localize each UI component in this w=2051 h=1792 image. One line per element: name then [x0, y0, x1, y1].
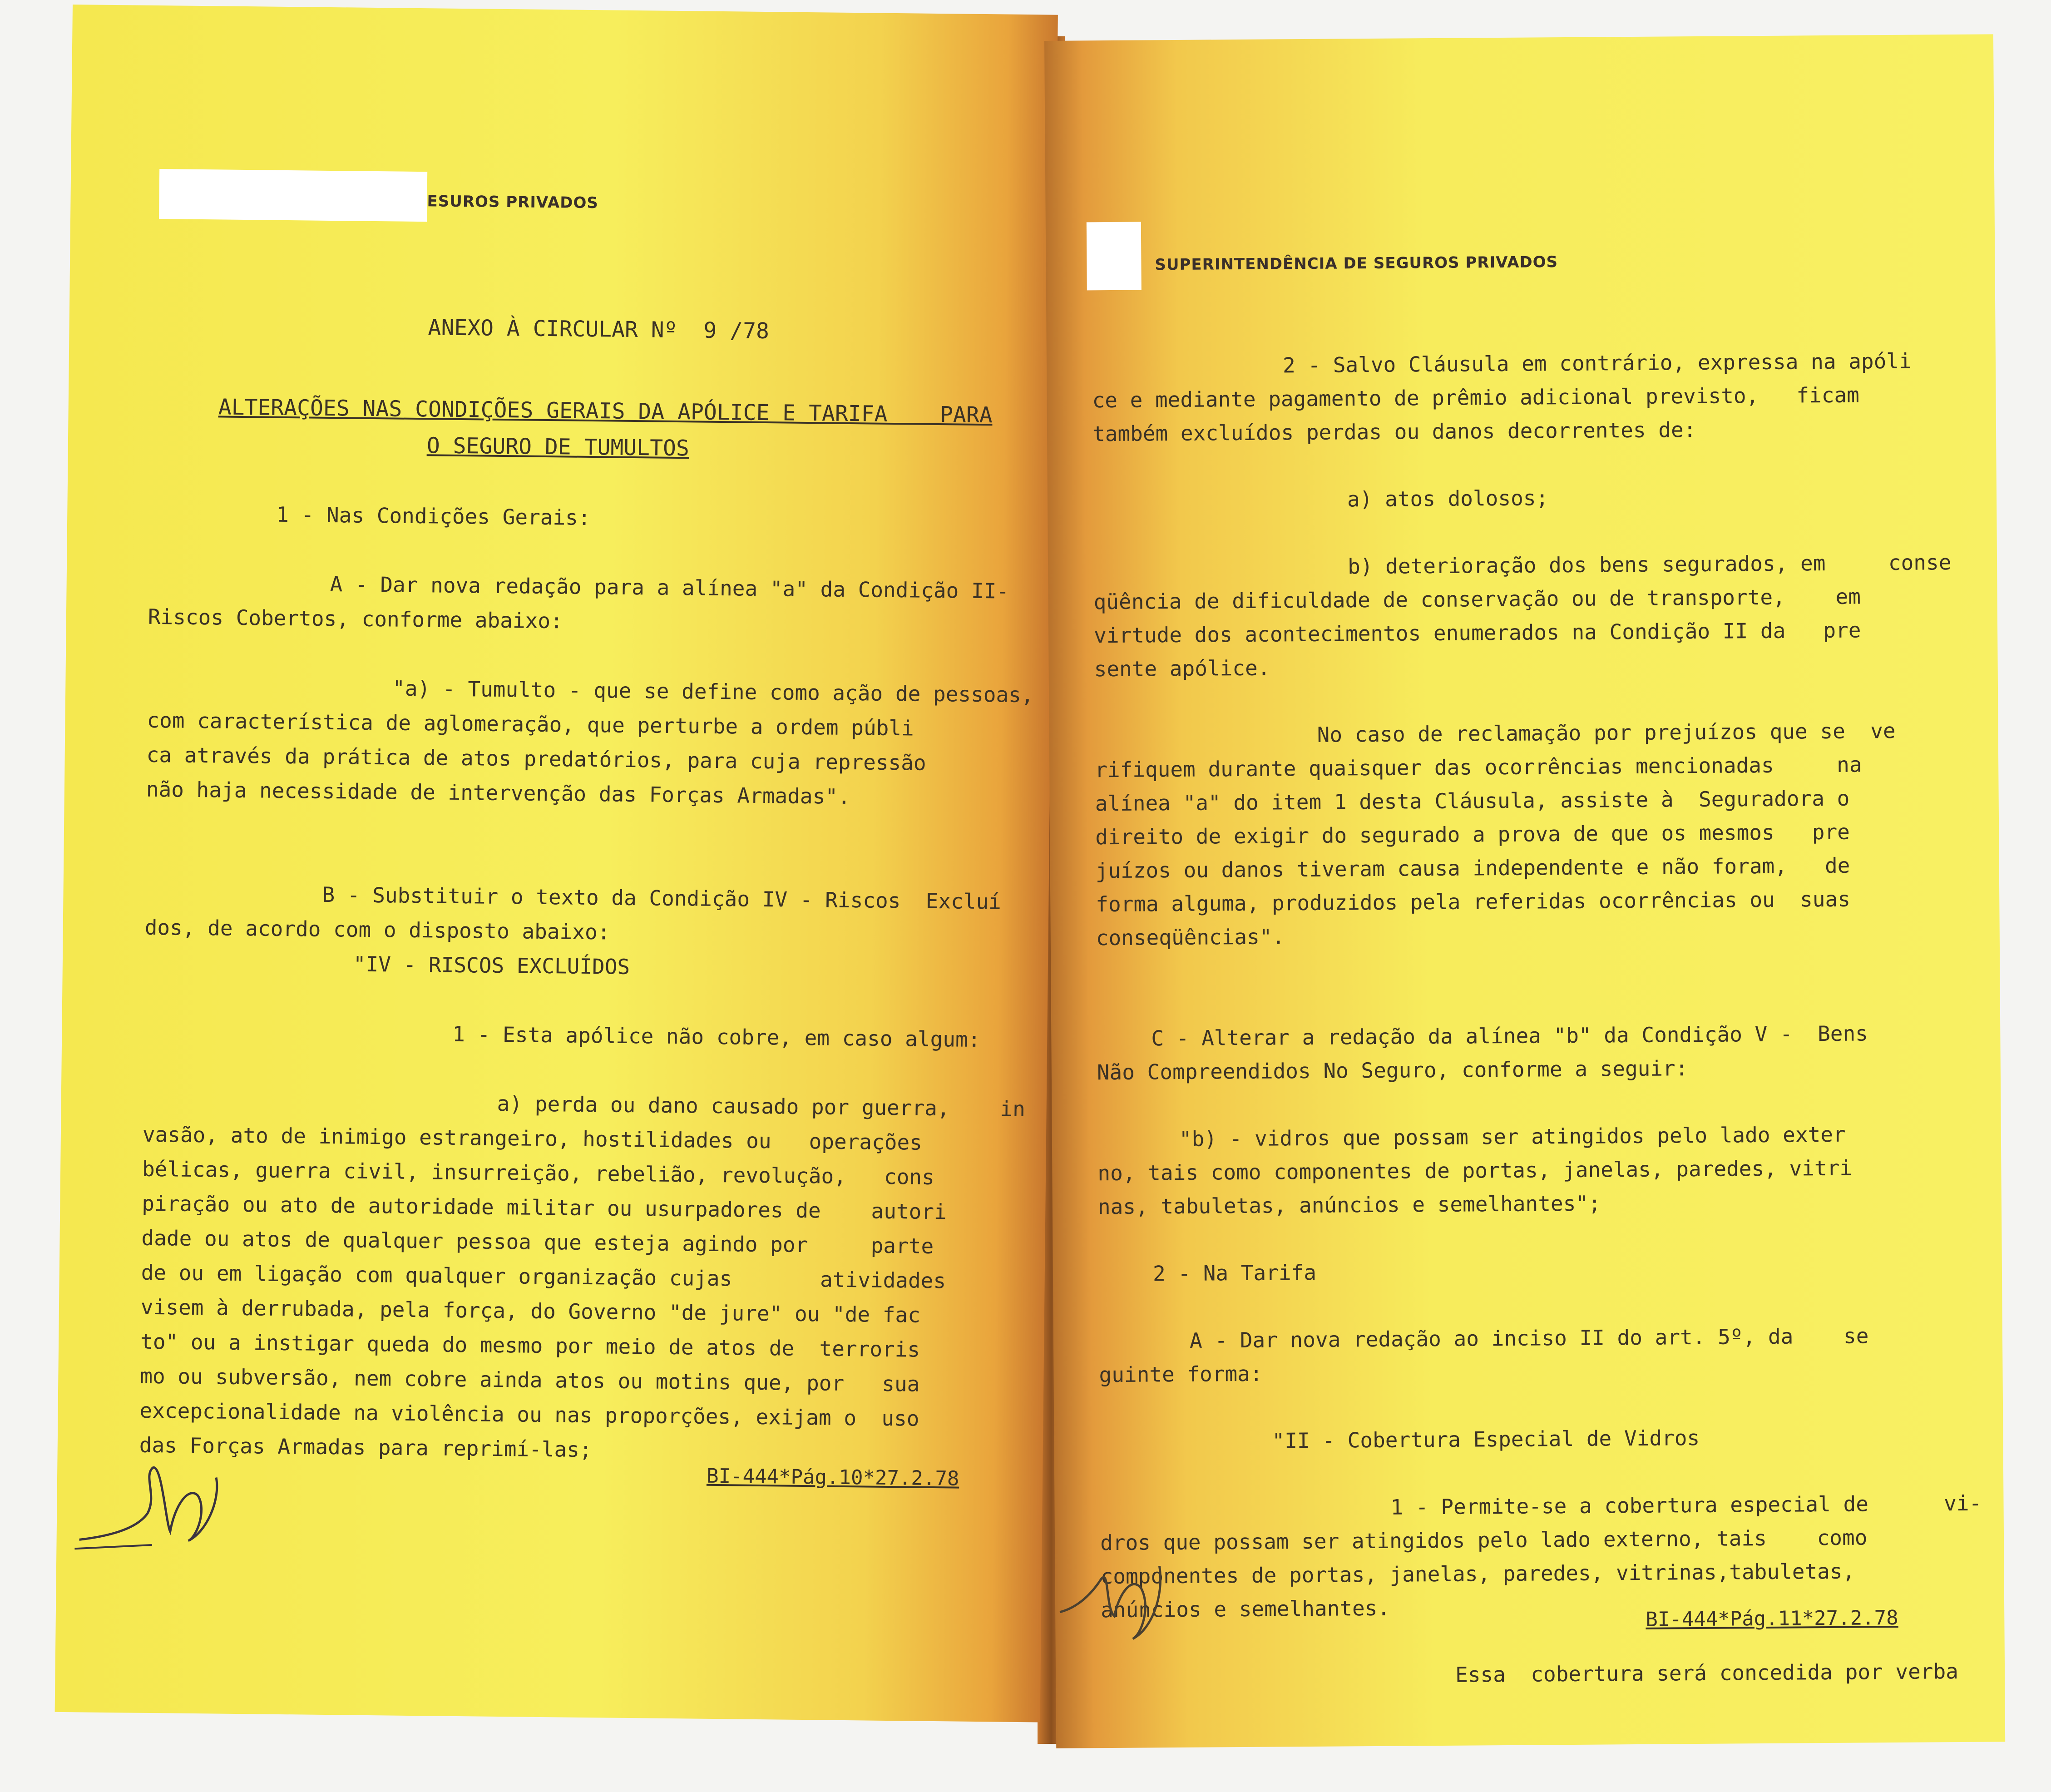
text-line: alínea "a" do item 1 desta Cláusula, assiste à Seguradora o — [1095, 786, 1850, 816]
text-line: no, tais como componentes de portas, janelas, paredes, vitri — [1097, 1155, 1853, 1186]
text-line: dros que possam ser atingidos pelo lado externo, tais como — [1100, 1525, 1868, 1555]
text-line: de ou em ligação com qualquer organização cujas atividades — [141, 1260, 946, 1293]
text-line: sente apólice. — [1094, 655, 1270, 682]
text-line: ce e mediante pagamento de prêmio adicional previsto, ficam — [1092, 382, 1860, 413]
text-line: direito de exigir do segurado a prova de que os mesmos pre — [1095, 819, 1850, 850]
text-line: com característica de aglomeração, que perturbe a ordem públi — [147, 708, 914, 741]
text-line: mo ou subversão, nem cobre ainda atos ou motins que, por sua — [140, 1363, 920, 1396]
text-line: nas, tabuletas, anúncios e semelhantes"; — [1097, 1191, 1601, 1219]
text-line: qüência de dificuldade de conservação ou de transporte, em — [1093, 584, 1861, 614]
text-line: B - Substituir o texto da Condição IV - Riscos Excluí — [322, 882, 1002, 914]
text-line: a) atos dolosos; — [1347, 485, 1549, 512]
text-line: a) perda ou dano causado por guerra, in — [497, 1091, 1026, 1122]
redaction-box — [159, 169, 427, 222]
text-line: vasão, ato de inimigo estrangeiro, hostilidades ou operações — [142, 1122, 923, 1155]
document-subtitle-line2: O SEGURO DE TUMULTOS — [426, 433, 690, 461]
text-line: b) deterioração dos bens segurados, em conse — [1347, 550, 1952, 579]
left-page-footer: BI-444*Pág.10*27.2.78 — [706, 1464, 959, 1490]
left-page — [55, 5, 1058, 1723]
signature-left — [61, 1431, 253, 1578]
text-line: dos, de acordo com o disposto abaixo: — [144, 915, 610, 945]
text-line: Riscos Cobertos, conforme abaixo: — [148, 604, 563, 634]
text-line: C - Alterar a redação da alínea "b" da Condição V - Bens — [1151, 1021, 1868, 1051]
document-subtitle-line1: ALTERAÇÕES NAS CONDIÇÕES GERAIS DA APÓLICE E TARIFA PARA — [218, 394, 993, 428]
text-line: guinte forma: — [1099, 1361, 1263, 1387]
text-line: "a) - Tumulto - que se define como ação de pessoas, — [392, 676, 1034, 708]
text-line: Essa cobertura será concedida por verba — [1455, 1659, 1959, 1687]
text-line: to" ou a instigar queda do mesmo por meio de atos de terroris — [140, 1329, 920, 1362]
text-line: excepcionalidade na violência ou nas proporções, exijam o uso — [139, 1398, 919, 1431]
text-line: visem à derrubada, pela força, do Governo "de jure" ou "de fac — [140, 1294, 921, 1327]
text-line: "b) - vidros que possam ser atingidos pelo lado exter — [1179, 1122, 1846, 1151]
text-line: piração ou ato de autoridade militar ou usurpadores de autori — [142, 1191, 947, 1224]
text-line: conseqüências". — [1096, 924, 1285, 950]
left-page-header: ESUROS PRIVADOS — [427, 192, 599, 213]
text-line: das Forças Armadas para reprimí-las; — [139, 1432, 593, 1462]
text-line: virtude dos acontecimentos enumerados na Condição II da pre — [1093, 618, 1861, 648]
text-line: "IV - RISCOS EXCLUÍDOS — [353, 951, 630, 979]
text-line: 1 - Nas Condições Gerais: — [276, 502, 591, 530]
text-line: "II - Cobertura Especial de Vidros — [1272, 1426, 1700, 1453]
text-line: A - Dar nova redação para a alínea "a" da Condição II- — [330, 572, 1009, 604]
text-line: 2 - Na Tarifa — [1152, 1260, 1317, 1286]
signature-right — [1050, 1539, 1206, 1676]
document-title: ANEXO À CIRCULAR Nº 9 /78 — [428, 315, 770, 344]
text-line: A - Dar nova redação ao inciso II do art. 5º, da se — [1189, 1323, 1869, 1353]
text-line: anúncios e semelhantes. — [1100, 1595, 1390, 1623]
redaction-box — [1087, 222, 1142, 291]
text-line: componentes de portas, janelas, paredes, vitrinas,tabuletas, — [1100, 1559, 1855, 1589]
right-page-footer: BI-444*Pág.11*27.2.78 — [1646, 1606, 1898, 1631]
right-page-header: SUPERINTENDÊNCIA DE SEGUROS PRIVADOS — [1155, 253, 1558, 274]
text-line: não haja necessidade de intervenção das Forças Armadas". — [146, 777, 851, 809]
text-line: Não Compreendidos No Seguro, conforme a seguir: — [1097, 1056, 1688, 1085]
text-line: forma alguma, produzidos pela referidas ocorrências ou suas — [1096, 886, 1851, 917]
text-line: juízos ou danos tiveram causa independente e não foram, de — [1095, 853, 1850, 883]
text-line: 1 - Esta apólice não cobre, em caso algum: — [452, 1021, 981, 1052]
text-line: 2 - Salvo Cláusula em contrário, expressa na apóli — [1282, 348, 1912, 378]
text-line: No caso de reclamação por prejuízos que se ve — [1317, 718, 1896, 747]
text-line: ca através da prática de atos predatórios, para cuja repressão — [146, 742, 926, 775]
right-page — [1044, 34, 2005, 1748]
text-line: 1 - Permite-se a cobertura especial de vi- — [1390, 1490, 1982, 1520]
text-line: dade ou atos de qualquer pessoa que esteja agindo por parte — [141, 1225, 934, 1259]
text-line: bélicas, guerra civil, insurreição, rebelião, revolução, cons — [142, 1156, 935, 1190]
text-line: rifiquem durante quaisquer das ocorrências mencionadas na — [1095, 752, 1862, 782]
text-line: também excluídos perdas ou danos decorrentes de: — [1092, 417, 1696, 446]
